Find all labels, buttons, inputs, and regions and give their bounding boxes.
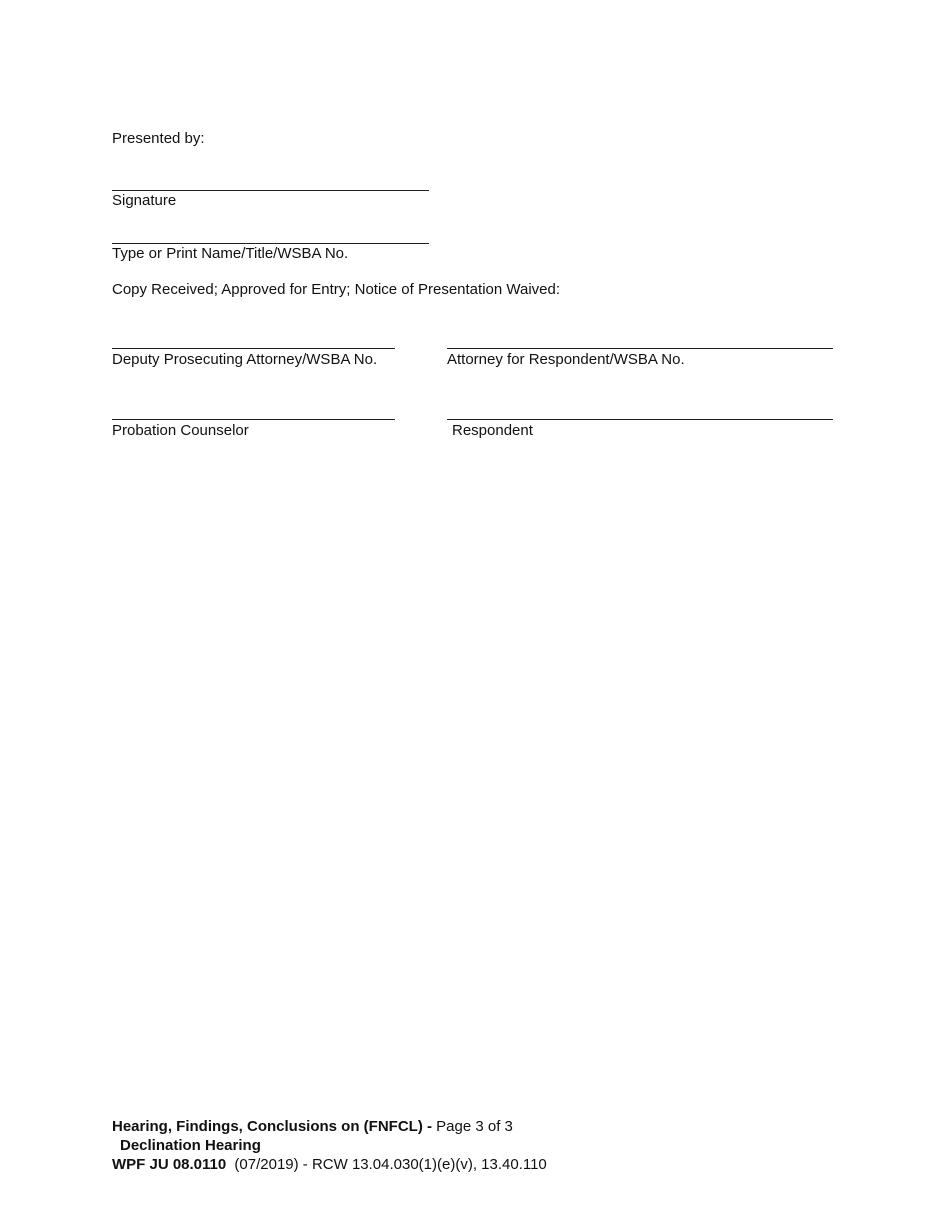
deputy-prosecutor-label: Deputy Prosecuting Attorney/WSBA No.: [112, 351, 378, 368]
footer-title-row: [112, 1118, 513, 1136]
probation-counselor-signature-line[interactable]: [112, 419, 395, 420]
footer-form-number: WPF JU 08.0110: [112, 1156, 227, 1173]
respondent-label: Respondent: [452, 422, 533, 439]
probation-counselor-label: Probation Counselor: [112, 422, 249, 439]
deputy-prosecutor-signature-line[interactable]: [112, 348, 395, 349]
respondent-signature-line[interactable]: [447, 419, 833, 420]
footer-title: Hearing, Findings, Conclusions on (FNFCL) -: [112, 1118, 432, 1135]
respondent-attorney-label: Attorney for Respondent/WSBA No.: [447, 351, 685, 368]
signature-line[interactable]: [112, 190, 429, 191]
copy-received-text: Copy Received; Approved for Entry; Notice of Presentation Waived:: [112, 281, 561, 298]
footer-form-detail: (07/2019) - RCW 13.04.030(1)(e)(v), 13.40.110: [234, 1156, 547, 1173]
name-title-line[interactable]: [112, 243, 429, 244]
respondent-attorney-signature-line[interactable]: [447, 348, 833, 349]
signature-label: Signature: [112, 192, 177, 209]
presented-by-heading: Presented by:: [112, 130, 205, 147]
name-title-label: Type or Print Name/Title/WSBA No.: [112, 245, 349, 262]
footer-subtitle: Declination Hearing: [120, 1137, 261, 1154]
footer-page-number: Page 3 of 3: [436, 1118, 513, 1135]
footer-form-row: [112, 1156, 547, 1174]
